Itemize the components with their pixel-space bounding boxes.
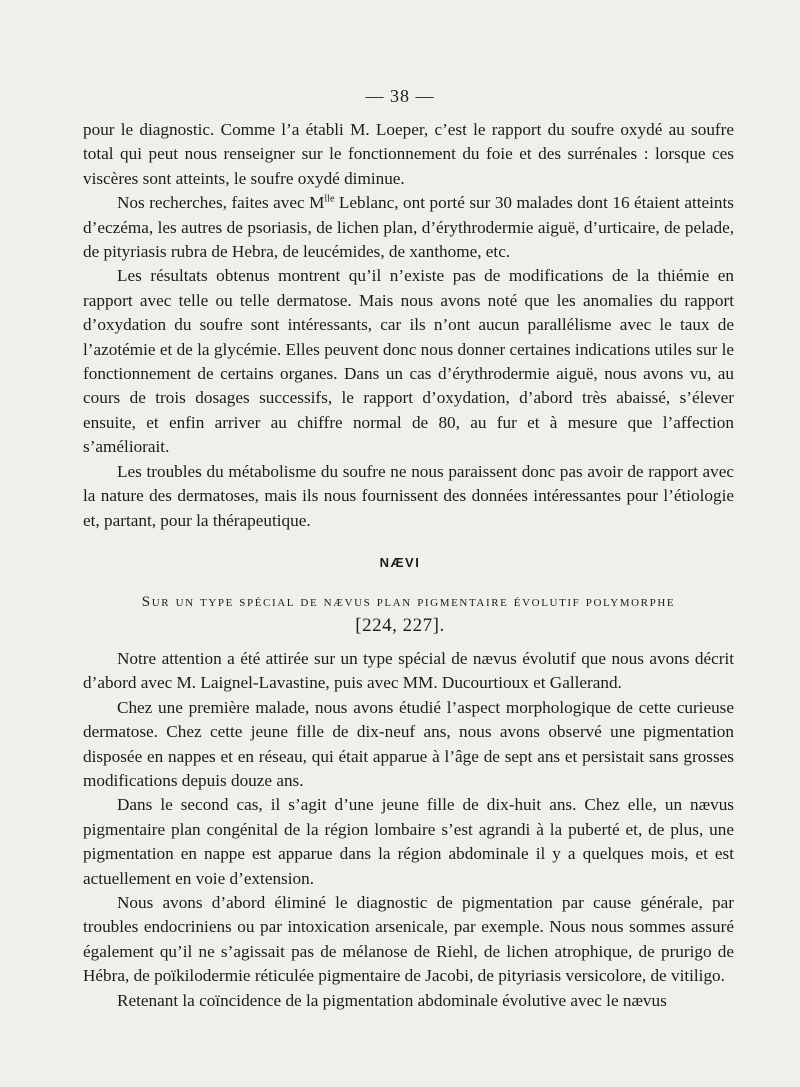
intro-text	[83, 118, 734, 533]
paragraph-body-3: Dans le second cas, il s’agit d’une jeune fille de dix-huit ans. Chez elle, un nævus pigmentaire plan congénital de la région lombaire s’est agrandi à la puberté et, de plus, une pigmentation en nappe est apparue dans la région abdominale il y a quelques mois, et est actuellement en voie d’extension.	[83, 795, 734, 888]
paragraph-body-4: Nous avons d’abord éliminé le diagnostic de pigmentation par cause générale, par troubles endocriniens ou par intoxication arsenicale, par exemple. Nous nous sommes assuré également qu’il ne s’agissait pas de mélanose de Riehl, de lichen atrophique, de prurigo de Hébra, de poïkilodermie réticulée pigmentaire de Jacobi, de pityriasis versicolore, de vitiligo.	[83, 893, 734, 986]
paragraph-intro-2-start: Nos recherches, faites avec M	[117, 193, 325, 213]
paragraph-intro-1: pour le diagnostic. Comme l’a établi M. Loeper, c’est le rapport du soufre oxydé au soufre total qui peut nous renseigner sur le fonctionnement du foie et des surrénales : lorsque ces viscères sont atteints, le soufre oxydé diminue.	[83, 120, 734, 188]
article-title: Sur un type spécial de nævus plan pigmentaire évolutif polymorphe	[141, 594, 676, 610]
paragraph-intro-3: Les résultats obtenus montrent qu’il n’existe pas de modifications de la thiémie en rapport avec telle ou telle dermatose. Mais nous avons noté que les anomalies du rapport d’oxydation du soufre sont intéressants, car ils n’ont aucun parallélisme avec le taux de l’azotémie et de la glycémie. Elles peuvent donc nous donner certaines indications utiles sur le fonctionnement de certains organes. Dans un cas d’érythrodermie aiguë, nous avons vu, au cours de trois dosages successifs, le rapport d’oxydation, d’abord très abaissé, s’élever ensuite, et enfin arriver au chiffre normal de 80, au fur et à mesure que l’affection s’améliorait.	[83, 266, 734, 457]
paragraph-body-1: Notre attention a été attirée sur un type spécial de nævus évolutif que nous avons décrit d’abord avec M. Laignel-Lavastine, puis avec MM. Ducourtioux et Gallerand.	[83, 649, 734, 693]
page-number: — 38 —	[365, 86, 435, 106]
paragraph-body-5: Retenant la coïncidence de la pigmentation abdominale évolutive avec le nævus	[117, 990, 667, 1010]
paragraph-body-2: Chez une première malade, nous avons étudié l’aspect morphologique de cette curieuse dermatose. Chez cette jeune fille de dix-neuf ans, nous avons observé une pigmentation disposée en nappes et en réseau, qui était apparue à l’âge de sept ans et persistait sans grosses modifications depuis douze ans.	[83, 697, 734, 791]
paragraph-intro-2	[83, 191, 734, 264]
paragraph-intro-4: Les troubles du métabolisme du soufre ne nous paraissent donc pas avoir de rapport avec la nature des dermatoses, mais ils nous fournissent des données intéressantes pour l’étiologie et, partant, pour la thérapeutique.	[83, 461, 734, 530]
article-reference: [224, 227].	[355, 615, 445, 636]
paragraph-intro-2-superscript: lle	[324, 193, 335, 205]
section-title: NÆVI	[379, 555, 421, 570]
paragraph-intro-2-end: Leblanc, ont porté sur 30 malades dont 16 étaient atteints d’eczéma, les autres de psoriasis, de lichen plan, d’érythrodermie aiguë, d’urticaire, de pelade, de pityriasis rubra de Hebra, de leucémides, de xanthome, etc.	[83, 193, 734, 262]
article-body	[83, 647, 734, 1013]
